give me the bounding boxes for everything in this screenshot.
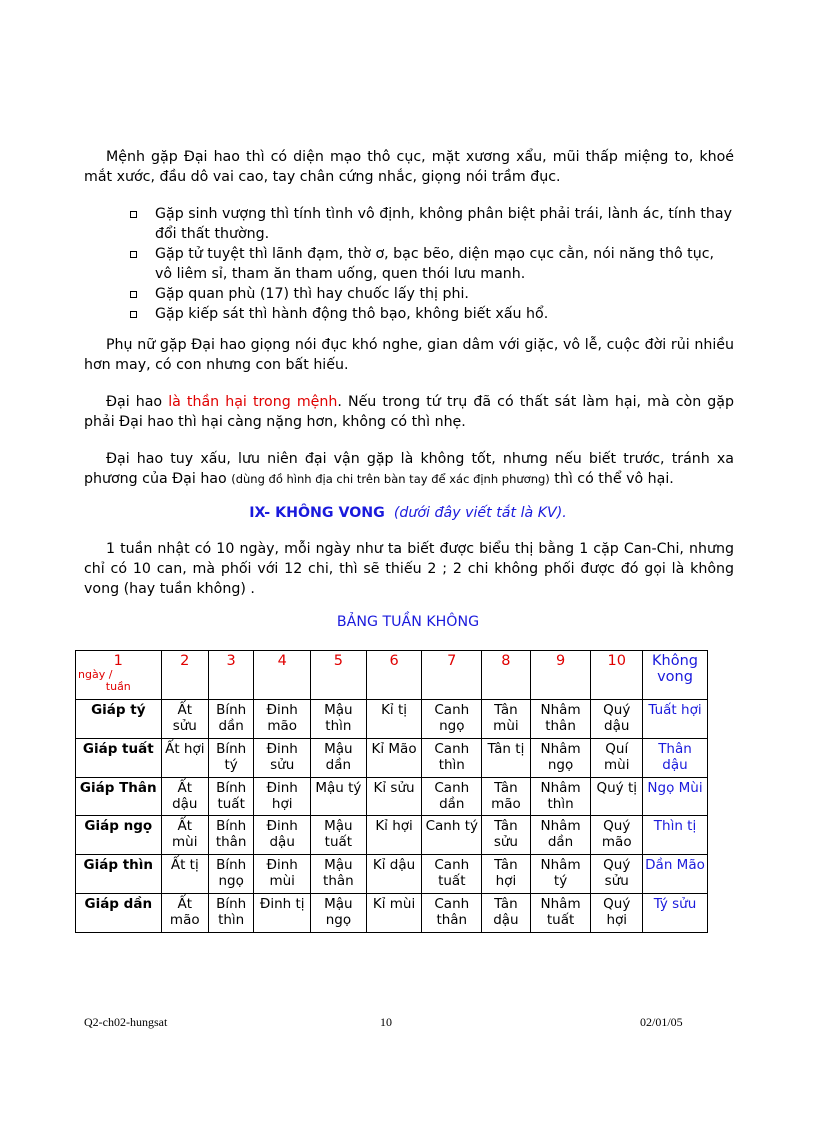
bullet-text: Gặp tử tuyệt thì lãnh đạm, thờ ơ, bạc bẽo, diện mạo cục cằn, nói năng thô tục, vô liêm sỉ, tham ăn tham uống, quen thói lưu manh. (155, 246, 714, 282)
paragraph-dai-hao-harm (84, 392, 734, 432)
table-cell: Ất mão (161, 894, 208, 933)
header-num-cell: 8 (482, 651, 530, 700)
table-cell: Bính tuất (208, 777, 253, 816)
table-cell: Nhâm dần (530, 816, 591, 855)
table-cell: Đinh dậu (254, 816, 311, 855)
paragraph-tuan-nhat: 1 tuần nhật có 10 ngày, mỗi ngày như ta biết được biểu thị bằng 1 cặp Can-Chi, nhưng chỉ có 10 can, mà phối với 12 chi, thì sẽ thiếu 2 ; 2 chi không phối được đó gọi là không vong (hay tuần không) . (84, 541, 734, 597)
footer-left: Q2-ch02-hungsat (84, 1015, 168, 1029)
bullet-text: Gặp quan phù (17) thì hay chuốc lấy thị phi. (155, 286, 469, 302)
table-cell: Nhâm ngọ (530, 738, 591, 777)
table-cell: Quý dậu (591, 700, 643, 739)
row-head-cell: Giáp Thân (76, 777, 162, 816)
table-cell: Canh dần (422, 777, 482, 816)
section-heading-note: (dưới đây viết tắt là KV). (393, 505, 567, 521)
table-cell: Canh tuất (422, 855, 482, 894)
row-head-cell: Giáp ngọ (76, 816, 162, 855)
bullet-item (130, 304, 734, 324)
table-cell: Mậu dần (311, 738, 367, 777)
table-cell: Quý mão (591, 816, 643, 855)
header-num-cell: 6 (366, 651, 422, 700)
table-cell: Kỉ mùi (366, 894, 422, 933)
table-cell: Bính thân (208, 816, 253, 855)
table-cell: Tân dậu (482, 894, 530, 933)
bullet-item (130, 284, 734, 304)
p4-note: (dùng đồ hình địa chi trên bàn tay để xác định phương) (231, 472, 550, 486)
row-head-cell: Giáp dần (76, 894, 162, 933)
header-num-cell: 4 (254, 651, 311, 700)
khong-vong-cell: Dần Mão (643, 855, 708, 894)
table-cell: Ất tị (161, 855, 208, 894)
tuan-khong-table (75, 650, 708, 933)
table-cell: Đinh mão (254, 700, 311, 739)
table-cell: Canh ngọ (422, 700, 482, 739)
header-sub-day: ngày / (78, 668, 113, 681)
header-num-cell: 3 (208, 651, 253, 700)
table-cell: Kỉ dậu (366, 855, 422, 894)
table-cell: Tân tị (482, 738, 530, 777)
table-cell: Quý tị (591, 777, 643, 816)
table-cell: Ất mùi (161, 816, 208, 855)
khong-vong-cell: Ngọ Mùi (643, 777, 708, 816)
table-cell: Canh tý (422, 816, 482, 855)
table-cell: Canh thân (422, 894, 482, 933)
square-bullet-icon (130, 251, 137, 258)
table-row (76, 855, 708, 894)
section-heading (0, 505, 816, 521)
paragraph-women-dai-hao: Phụ nữ gặp Đại hao giọng nói đục khó nghe, gian dâm với giặc, vô lễ, cuộc đời rủi nhiều hơn may, có con nhưng con bất hiếu. (84, 337, 734, 373)
header-num-1: 1 (113, 653, 123, 669)
table-title: BẢNG TUẦN KHÔNG (336, 614, 480, 630)
table-cell: Nhâm tý (530, 855, 591, 894)
bullet-list (130, 204, 734, 324)
row-head-cell: Giáp tuất (76, 738, 162, 777)
p3-highlight: là thần hại trong mệnh (168, 394, 338, 410)
table-cell: Đinh tị (254, 894, 311, 933)
table-row (76, 777, 708, 816)
table-row (76, 700, 708, 739)
khong-vong-cell: Thân dậu (643, 738, 708, 777)
section-heading-title: IX- KHÔNG VONG (249, 505, 385, 521)
table-cell: Bính ngọ (208, 855, 253, 894)
table-cell: Nhâm tuất (530, 894, 591, 933)
table-cell: Đinh mùi (254, 855, 311, 894)
table-cell: Kỉ Mão (366, 738, 422, 777)
bullet-text: Gặp kiếp sát thì hành động thô bạo, không biết xấu hổ. (155, 306, 549, 322)
p3-text-a: Đại hao (106, 394, 169, 410)
header-khong-vong: Không vong (643, 651, 708, 700)
paragraph-avoid-dai-hao (84, 449, 734, 489)
p4-text-a: Đại hao tuy xấu, lưu niên đại vận gặp là không tốt, nhưng nếu biết trước, tránh xa phương của Đại hao (84, 451, 734, 487)
bullet-item (130, 244, 734, 284)
table-cell: Tân mão (482, 777, 530, 816)
table-cell: Tân hợi (482, 855, 530, 894)
khong-vong-cell: Tý sửu (643, 894, 708, 933)
p3-text-c: . Nếu trong tứ trụ đã có thất sát làm hại, mà còn gặp phải Đại hao thì hại càng nặng hơn, không có thì nhẹ. (84, 394, 735, 430)
table-cell: Quí mùi (591, 738, 643, 777)
table-cell: Kỉ hợi (366, 816, 422, 855)
header-num-cell: 9 (530, 651, 591, 700)
header-num-cell: 2 (161, 651, 208, 700)
table-cell: Ất dậu (161, 777, 208, 816)
table-cell: Canh thìn (422, 738, 482, 777)
table-row (76, 894, 708, 933)
table-cell: Kỉ tị (366, 700, 422, 739)
bullet-item (130, 204, 734, 244)
header-cell-day-week (76, 651, 162, 700)
row-head-cell: Giáp thìn (76, 855, 162, 894)
table-cell: Đinh sửu (254, 738, 311, 777)
table-cell: Tân sửu (482, 816, 530, 855)
khong-vong-cell: Tuất hợi (643, 700, 708, 739)
table-cell: Ất sửu (161, 700, 208, 739)
table-header-row (76, 651, 708, 700)
table-row (76, 816, 708, 855)
paragraph-dai-hao-appearance: Mệnh gặp Đại hao thì có diện mạo thô cục, mặt xương xẩu, mũi thấp miệng to, khoé mắt xước, đầu dô vai cao, tay chân cứng nhắc, giọng nói trầm đục. (84, 149, 734, 185)
header-num-cell: 10 (591, 651, 643, 700)
table-cell: Tân mùi (482, 700, 530, 739)
footer-page-number: 10 (380, 1015, 392, 1029)
table-cell: Bính thìn (208, 894, 253, 933)
bullet-text: Gặp sinh vượng thì tính tình vô định, không phân biệt phải trái, lành ác, tính thay đổi thất thường. (155, 206, 732, 242)
square-bullet-icon (130, 311, 137, 318)
table-cell: Quý hợi (591, 894, 643, 933)
footer-date: 02/01/05 (640, 1015, 683, 1029)
table-cell: Nhâm thân (530, 700, 591, 739)
table-cell: Mậu tý (311, 777, 367, 816)
table-cell: Kỉ sửu (366, 777, 422, 816)
square-bullet-icon (130, 291, 137, 298)
header-num-cell: 7 (422, 651, 482, 700)
table-cell: Đinh hợi (254, 777, 311, 816)
square-bullet-icon (130, 211, 137, 218)
table-cell: Mậu thìn (311, 700, 367, 739)
table-cell: Quý sửu (591, 855, 643, 894)
khong-vong-cell: Thìn tị (643, 816, 708, 855)
table-cell: Mậu thân (311, 855, 367, 894)
row-head-cell: Giáp tý (76, 700, 162, 739)
table-cell: Mậu ngọ (311, 894, 367, 933)
table-cell: Mậu tuất (311, 816, 367, 855)
table-cell: Nhâm thìn (530, 777, 591, 816)
header-num-cell: 5 (311, 651, 367, 700)
header-sub-week: tuần (105, 680, 131, 693)
table-cell: Bính dần (208, 700, 253, 739)
p4-text-c: thì có thể vô hại. (549, 471, 674, 487)
table-cell: Ất hợi (161, 738, 208, 777)
table-row (76, 738, 708, 777)
table-cell: Bính tý (208, 738, 253, 777)
